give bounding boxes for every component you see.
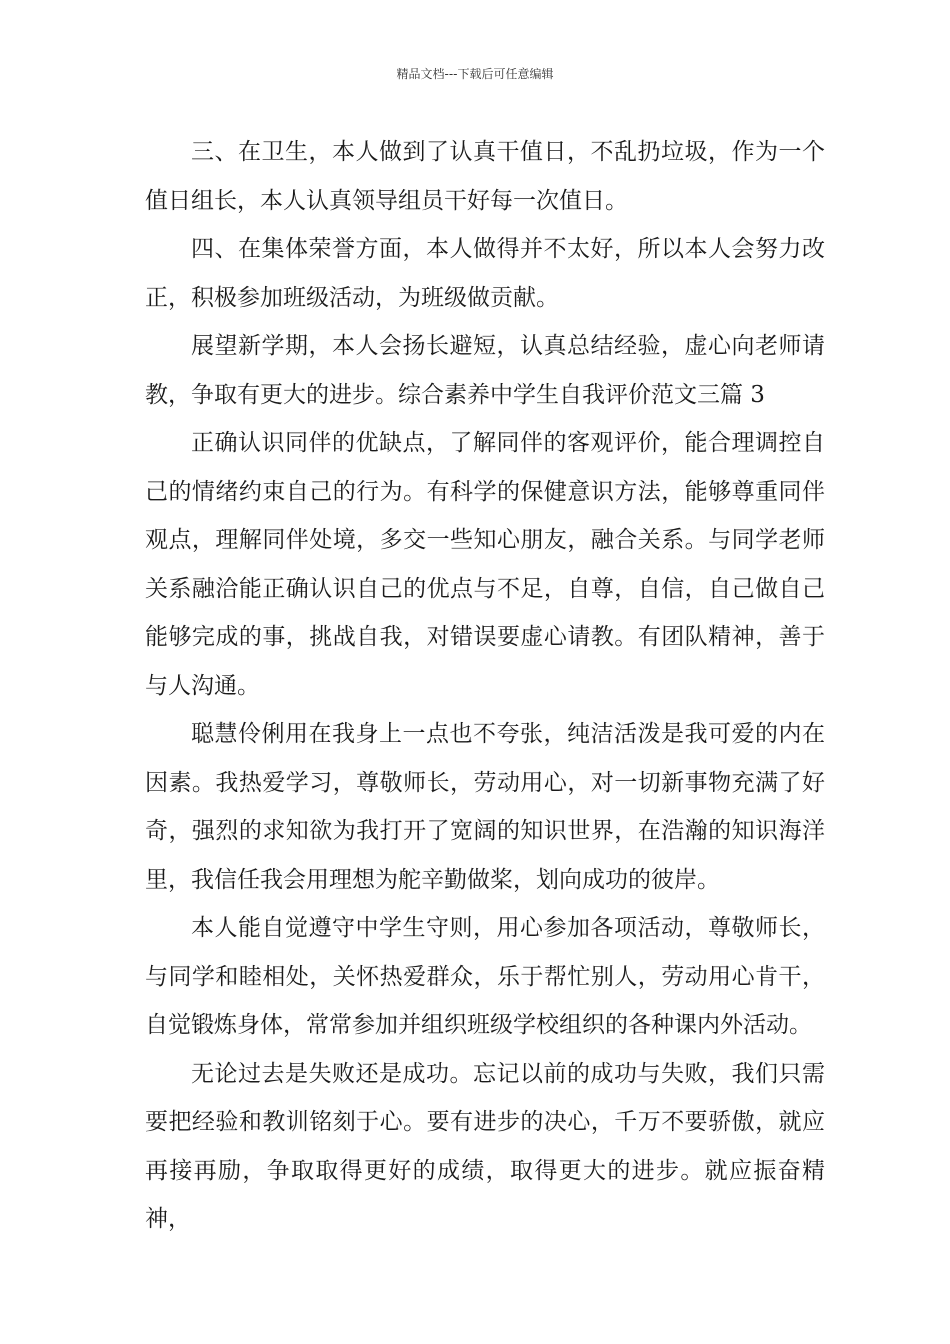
paragraph-peer-understanding: 正确认识同伴的优缺点，了解同伴的客观评价，能合理调控自己的情绪约束自己的行为。有科学的保健意识方法，能够尊重同伴观点，理解同伴处境，多交一些知心朋友，融合关系。与同学老师关系融洽能正确认识自己的优点与不足，自尊，自信，自己做自己能够完成的事，挑战自我，对错误要虚心请教。有团队精神，善于与人沟通。	[145, 430, 825, 699]
document-body	[145, 128, 825, 1244]
page-header: 精品文档---下载后可任意编辑	[396, 67, 554, 81]
paragraph-conduct: 本人能自觉遵守中学生守则，用心参加各项活动，尊敬师长，与同学和睦相处，关怀热爱群众，乐于帮忙别人，劳动用心肯干，自觉锻炼身体，常常参加并组织班级学校组织的各种课内外活动。	[145, 915, 825, 1038]
paragraph-personality: 聪慧伶俐用在我身上一点也不夸张，纯洁活泼是我可爱的内在因素。我热爱学习，尊敬师长，劳动用心，对一切新事物充满了好奇，强烈的求知欲为我打开了宽阔的知识世界，在浩瀚的知识海洋里，我信任我会用理想为舵辛勤做桨，划向成功的彼岸。	[145, 721, 825, 893]
paragraph-hygiene: 三、在卫生，本人做到了认真干值日，不乱扔垃圾，作为一个值日组长，本人认真领导组员干好每一次值日。	[145, 139, 825, 214]
paragraph-collective-honor: 四、在集体荣誉方面，本人做得并不太好，所以本人会努力改正，积极参加班级活动，为班级做贡献。	[145, 236, 825, 311]
paragraph-reflection: 无论过去是失败还是成功。忘记以前的成功与失败，我们只需要把经验和教训铭刻于心。要有进步的决心，千万不要骄傲，就应再接再励，争取取得更好的成绩，取得更大的进步。就应振奋精神，	[145, 1060, 825, 1232]
paragraph-new-semester: 展望新学期，本人会扬长避短，认真总结经验，虚心向老师请教，争取有更大的进步。综合素养中学生自我评价范文三篇 3	[145, 333, 825, 408]
